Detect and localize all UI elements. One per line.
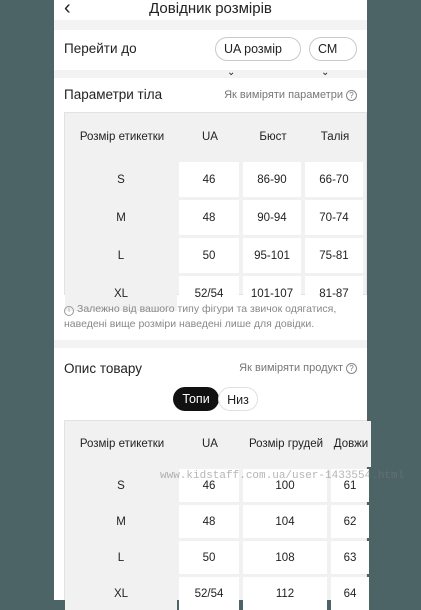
chevron-down-icon: ⌄ <box>227 67 236 78</box>
column-header: Розмір етикетки <box>65 421 179 467</box>
table-cell: 100 <box>243 469 327 502</box>
size-label-cell: M <box>65 200 177 235</box>
table-cell: 108 <box>243 541 327 574</box>
table-cell: 66-70 <box>305 162 363 197</box>
table-cell: 46 <box>179 469 239 502</box>
table-cell: 52/54 <box>179 577 239 610</box>
size-label-cell: S <box>65 469 177 502</box>
table-cell: 48 <box>179 505 239 538</box>
table-cell: 50 <box>179 541 239 574</box>
help-icon: ? <box>346 363 357 374</box>
column-header: Талія <box>305 113 365 161</box>
size-label-cell: XL <box>65 276 177 311</box>
unit-value: СМ <box>318 42 338 56</box>
how-to-measure-product-label: Як виміряти продукт <box>239 362 343 374</box>
table-cell: 81-87 <box>305 276 363 311</box>
chevron-left-icon[interactable]: ‹ <box>64 0 71 19</box>
info-icon: i <box>64 306 74 316</box>
goto-label: Перейти до <box>64 41 137 56</box>
top-bar <box>54 0 367 20</box>
body-params-table <box>64 112 367 300</box>
table-cell: 112 <box>243 577 327 610</box>
body-params-title: Параметри тіла <box>64 87 163 102</box>
product-title: Опис товару <box>64 361 143 376</box>
watermark-text: www.kidstaff.com.ua/user-1433554.html <box>160 470 405 482</box>
tab-bottoms[interactable]: Низ <box>218 387 258 411</box>
goto-bar <box>54 30 367 78</box>
page-title: Довідник розмірів <box>149 0 272 17</box>
table-cell: 90-94 <box>243 200 301 235</box>
disclaimer-note <box>64 302 359 332</box>
size-label-cell: XL <box>65 577 177 610</box>
how-to-measure-product-link[interactable] <box>239 362 357 374</box>
size-label-cell: L <box>65 238 177 273</box>
table-cell: 64 <box>331 577 369 610</box>
table-cell: 86-90 <box>243 162 301 197</box>
column-header: UA <box>179 421 241 467</box>
size-label-cell: L <box>65 541 177 574</box>
how-to-measure-params-link[interactable] <box>224 89 357 101</box>
column-header: Розмір грудей <box>243 421 329 467</box>
tab-tops[interactable]: Топи <box>173 387 219 411</box>
table-cell: 101-107 <box>243 276 301 311</box>
table-cell: 104 <box>243 505 327 538</box>
help-icon: ? <box>346 90 357 101</box>
size-label-cell: M <box>65 505 177 538</box>
disclaimer-text: Залежно від вашого типу фігури та звичок одягатися, наведені вище розміри наведені лише для довідки. <box>64 303 337 330</box>
size-guide-screen <box>54 0 405 600</box>
table-cell: 62 <box>331 505 369 538</box>
column-header: UA <box>179 113 241 161</box>
table-cell: 70-74 <box>305 200 363 235</box>
table-cell: 50 <box>179 238 239 273</box>
column-header: Довжи <box>331 421 371 467</box>
table-cell: 61 <box>331 469 369 502</box>
size-system-value: UA розмір <box>224 42 282 56</box>
table-cell: 75-81 <box>305 238 363 273</box>
chevron-down-icon: ⌄ <box>321 67 330 78</box>
column-header: Розмір етикетки <box>65 113 179 161</box>
product-table <box>64 420 367 600</box>
table-cell: 63 <box>331 541 369 574</box>
table-cell: 52/54 <box>179 276 239 311</box>
table-cell: 95-101 <box>243 238 301 273</box>
size-label-cell: S <box>65 162 177 197</box>
table-cell: 48 <box>179 200 239 235</box>
size-system-dropdown[interactable] <box>215 37 301 78</box>
column-header: Бюст <box>243 113 303 161</box>
table-cell: 46 <box>179 162 239 197</box>
unit-dropdown[interactable] <box>309 37 357 78</box>
how-to-measure-params-label: Як виміряти параметри <box>224 89 343 101</box>
